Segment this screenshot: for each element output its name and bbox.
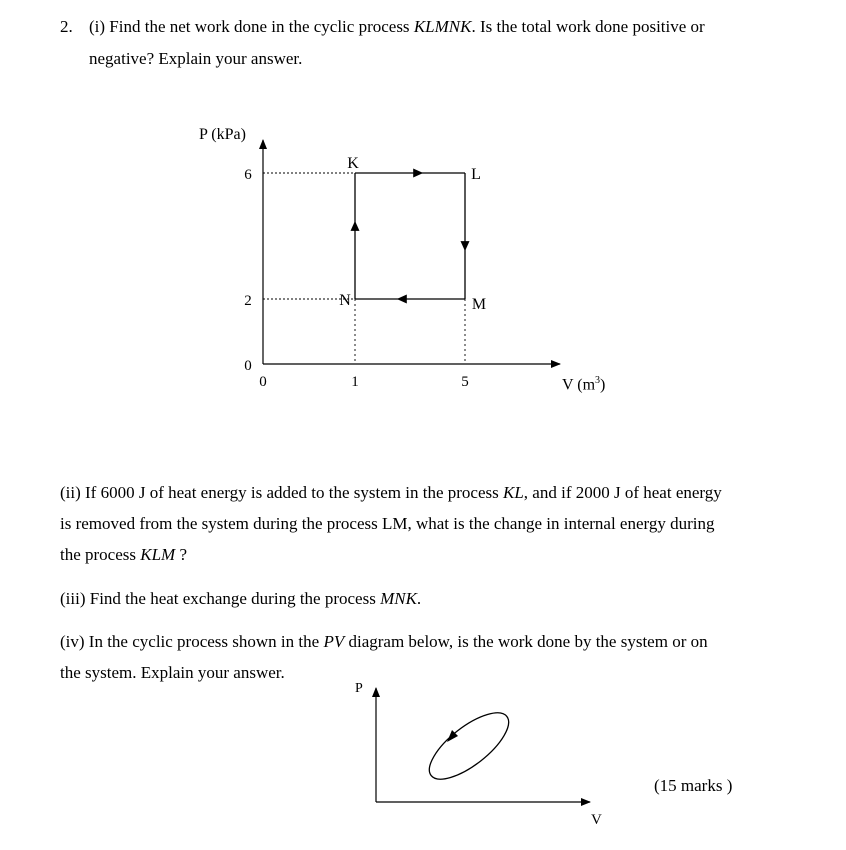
- point-label-n: N: [339, 292, 351, 309]
- part-i-process: KLMNK: [413, 17, 472, 36]
- part-iv-text-a: (iv) In the cyclic process shown in the: [60, 632, 324, 651]
- y-axis-label: P (kPa): [199, 126, 246, 143]
- part-iii-text-a: (iii) Find the heat exchange during the process: [60, 589, 381, 608]
- marks-label: (15 marks ): [654, 776, 733, 795]
- part-i-line-2: negative? Explain your answer.: [89, 49, 303, 68]
- part-ii-text-d: ?: [175, 545, 188, 564]
- x-axis-label-main: V (m: [562, 376, 596, 394]
- part-iv-line-2: the system. Explain your answer.: [60, 663, 285, 682]
- part-iv-text-b: diagram below, is the work done by the system or on: [344, 632, 708, 651]
- point-label-k: K: [347, 155, 359, 172]
- cycle-ellipse: [419, 701, 518, 790]
- x-tick-label: 0: [259, 374, 267, 390]
- ellipse-x-label: V: [591, 812, 602, 828]
- y-tick-label: 2: [244, 293, 252, 309]
- part-ii-text-a: (ii) If 6000 J of heat energy is added to the system in the process: [60, 483, 503, 502]
- x-tick-label: 1: [351, 374, 359, 390]
- point-label-m: M: [471, 296, 487, 313]
- part-iv-pv: PV: [323, 632, 345, 651]
- x-axis-label-close: ): [600, 376, 606, 394]
- part-iii-process: MNK: [380, 589, 417, 608]
- part-ii-line-2: is removed from the system during the process LM, what is the change in internal energy during: [60, 514, 715, 533]
- point-label-l: L: [471, 166, 481, 183]
- part-iii-text-b: .: [416, 589, 422, 608]
- y-tick-label: 6: [244, 167, 252, 183]
- part-ii-process-klm: KLM: [140, 545, 176, 564]
- y-tick-label: 0: [244, 358, 252, 374]
- part-ii-text-b: , and if 2000 J of heat energy: [523, 483, 722, 502]
- part-ii-process-kl: KL: [503, 483, 524, 502]
- question-number: 2.: [60, 17, 73, 36]
- x-tick-label: 5: [461, 374, 469, 390]
- x-axis-label-sup: 3: [595, 375, 601, 386]
- part-i-text-b: . Is the total work done positive or: [471, 17, 705, 36]
- ellipse-y-label: P: [355, 681, 363, 696]
- part-ii-text-c: the process: [60, 545, 141, 564]
- part-i-text-a: (i) Find the net work done in the cyclic process: [89, 17, 414, 36]
